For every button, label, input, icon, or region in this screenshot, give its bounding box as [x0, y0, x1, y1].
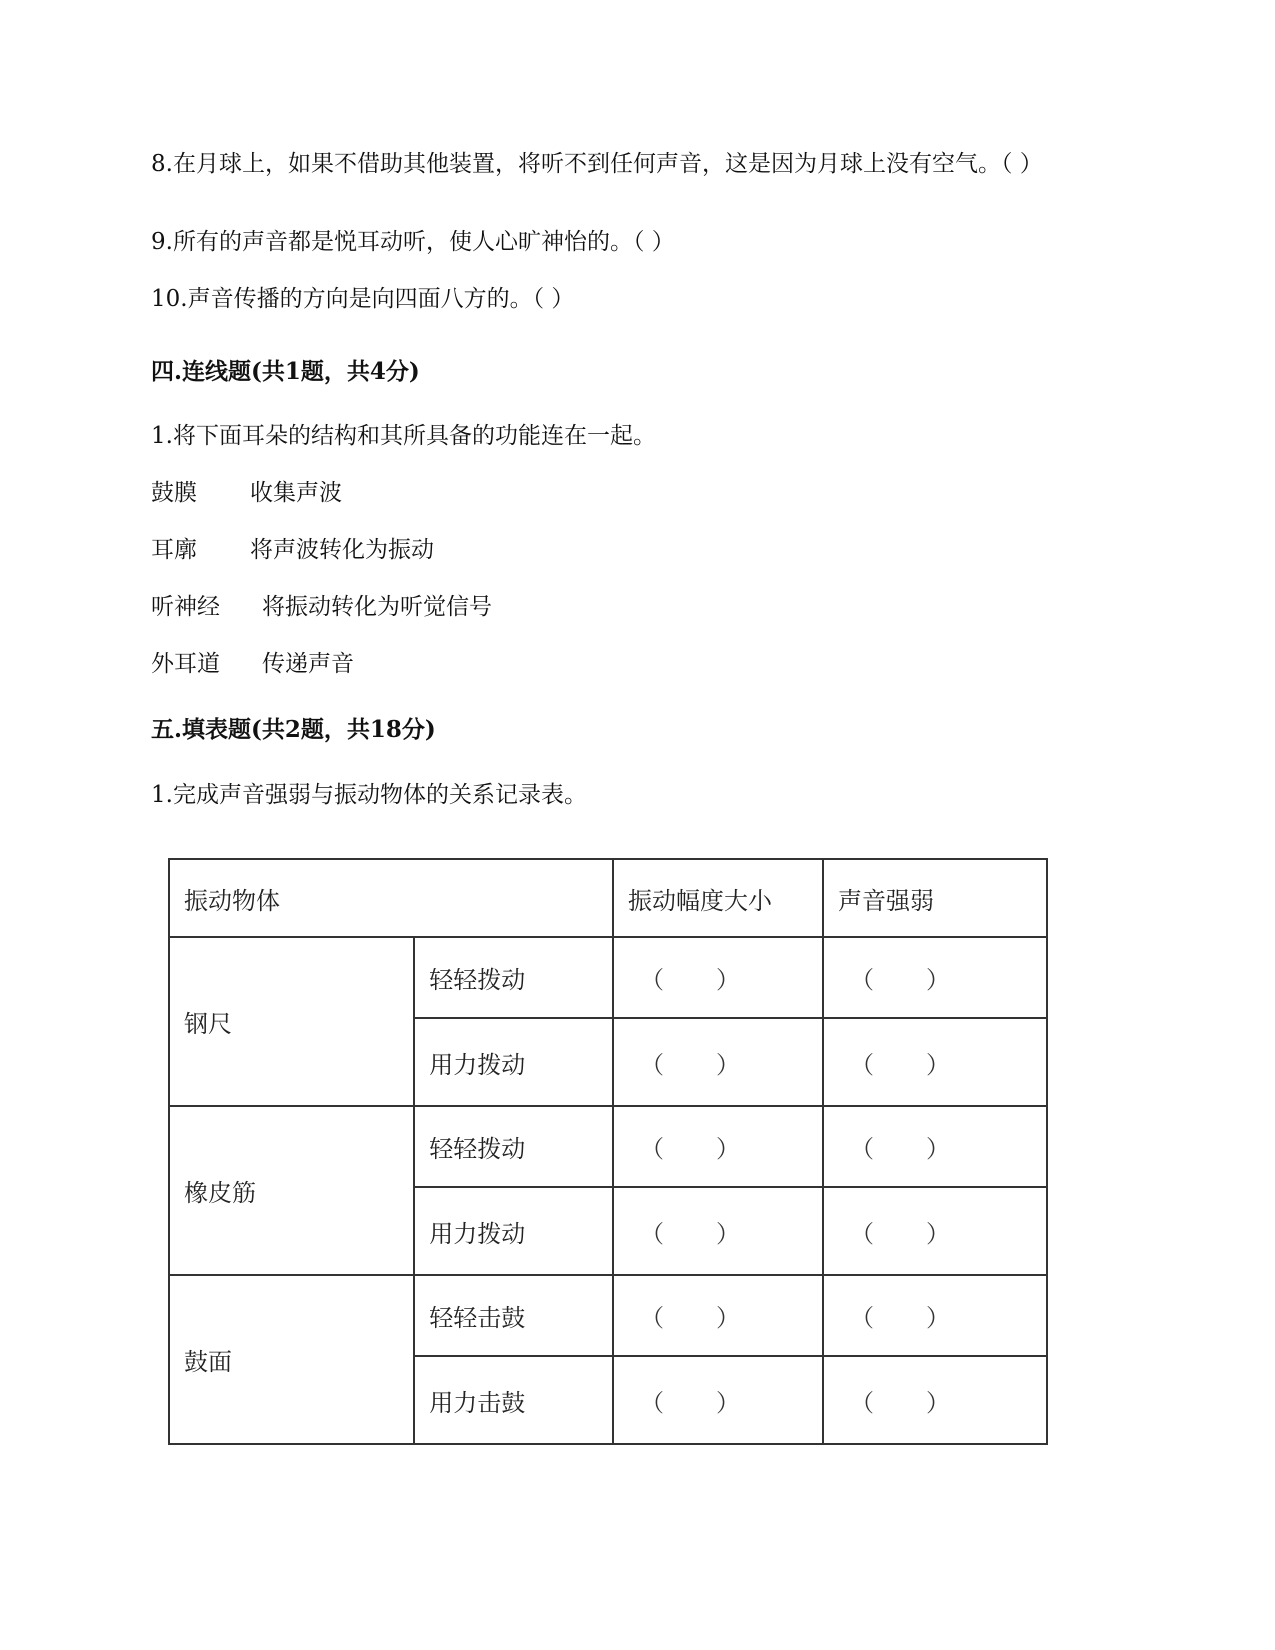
object-cell: 钢尺 [169, 937, 414, 1106]
section-heading-matching: 四.连线题(共1题，共4分) [151, 358, 420, 385]
matching-left-item: 鼓膜 [151, 480, 197, 506]
header-object: 振动物体 [169, 859, 613, 937]
amplitude-blank[interactable]: （ ） [613, 1187, 823, 1275]
amplitude-blank[interactable]: （ ） [613, 1106, 823, 1187]
table-question-1: 1.完成声音强弱与振动物体的关系记录表。 [151, 782, 587, 808]
matching-right-item: 收集声波 [250, 480, 342, 506]
question-9: 9.所有的声音都是悦耳动听，使人心旷神怡的。（ ） [151, 229, 675, 255]
question-10: 10.声音传播的方向是向四面八方的。（ ） [151, 286, 575, 312]
loudness-blank[interactable]: （ ） [823, 1018, 1047, 1106]
table-header-row [169, 859, 1047, 937]
question-8: 8.在月球上，如果不借助其他装置，将听不到任何声音，这是因为月球上没有空气。（ ） [151, 151, 1043, 177]
action-cell: 用力击鼓 [414, 1356, 613, 1444]
amplitude-blank[interactable]: （ ） [613, 937, 823, 1018]
record-table [168, 858, 1048, 1445]
loudness-blank[interactable]: （ ） [823, 937, 1047, 1018]
action-cell: 轻轻拨动 [414, 937, 613, 1018]
action-cell: 用力拨动 [414, 1187, 613, 1275]
action-cell: 轻轻击鼓 [414, 1275, 613, 1356]
matching-right-item: 将声波转化为振动 [250, 537, 434, 563]
amplitude-blank[interactable]: （ ） [613, 1018, 823, 1106]
amplitude-blank[interactable]: （ ） [613, 1275, 823, 1356]
matching-row [151, 648, 354, 680]
action-cell: 轻轻拨动 [414, 1106, 613, 1187]
amplitude-blank[interactable]: （ ） [613, 1356, 823, 1444]
table-row [169, 1275, 1047, 1356]
section-heading-table: 五.填表题(共2题，共18分) [151, 716, 436, 743]
loudness-blank[interactable]: （ ） [823, 1275, 1047, 1356]
matching-left-item: 听神经 [151, 594, 220, 620]
matching-row [151, 534, 434, 566]
header-loudness: 声音强弱 [823, 859, 1047, 937]
header-amplitude: 振动幅度大小 [613, 859, 823, 937]
action-cell: 用力拨动 [414, 1018, 613, 1106]
loudness-blank[interactable]: （ ） [823, 1187, 1047, 1275]
matching-right-item: 传递声音 [262, 651, 354, 677]
loudness-blank[interactable]: （ ） [823, 1356, 1047, 1444]
table-row [169, 1106, 1047, 1187]
matching-row [151, 477, 342, 509]
matching-row [151, 591, 492, 623]
object-cell: 鼓面 [169, 1275, 414, 1444]
loudness-blank[interactable]: （ ） [823, 1106, 1047, 1187]
object-cell: 橡皮筋 [169, 1106, 414, 1275]
matching-question-1: 1.将下面耳朵的结构和其所具备的功能连在一起。 [151, 423, 656, 449]
matching-left-item: 外耳道 [151, 651, 220, 677]
table-row [169, 937, 1047, 1018]
matching-right-item: 将振动转化为听觉信号 [262, 594, 492, 620]
matching-left-item: 耳廓 [151, 537, 197, 563]
